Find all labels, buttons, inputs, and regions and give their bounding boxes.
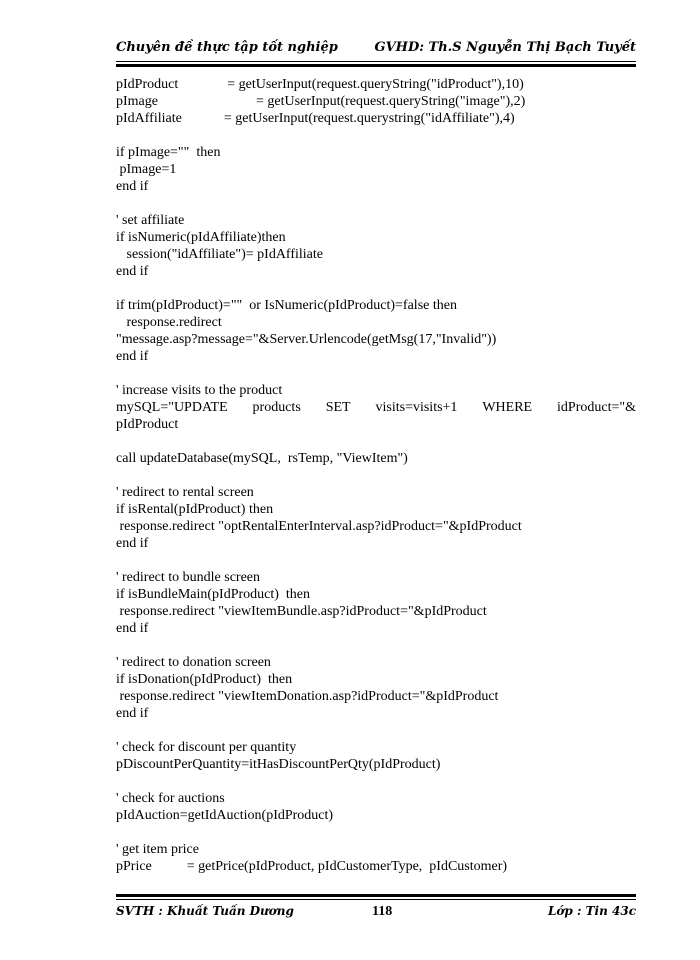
header-advisor: GVHD: Th.S Nguyễn Thị Bạch Tuyết <box>374 40 636 55</box>
code-line: "message.asp?message="&Server.Urlencode(getMsg(17,"Invalid")) <box>116 332 497 347</box>
code-line: pIdProduct <box>116 417 179 432</box>
page-footer <box>116 904 636 924</box>
code-line: if isRental(pIdProduct) then <box>116 502 274 517</box>
code-line: end if <box>116 349 149 364</box>
footer-rule-thin <box>116 899 636 900</box>
code-line: pDiscountPerQuantity=itHasDiscountPerQty(pIdProduct) <box>116 757 441 772</box>
page-number: 118 <box>372 904 393 919</box>
blank-line <box>116 722 636 739</box>
code-listing <box>116 76 636 875</box>
blank-line <box>116 195 636 212</box>
code-word: WHERE <box>482 400 533 415</box>
code-comment: ' redirect to bundle screen <box>116 570 261 585</box>
blank-line <box>116 824 636 841</box>
code-line-justified <box>116 399 636 416</box>
blank-line <box>116 365 636 382</box>
code-line: response.redirect "viewItemBundle.asp?idProduct="&pIdProduct <box>116 604 487 619</box>
code-line: if isNumeric(pIdAffiliate)then <box>116 230 286 245</box>
code-line: if isDonation(pIdProduct) then <box>116 672 293 687</box>
code-line: pIdAuction=getIdAuction(pIdProduct) <box>116 808 334 823</box>
code-line: response.redirect "viewItemDonation.asp?idProduct="&pIdProduct <box>116 689 499 704</box>
blank-line <box>116 280 636 297</box>
page-header <box>116 40 636 62</box>
blank-line <box>116 433 636 450</box>
code-line: call updateDatabase(mySQL, rsTemp, "ViewItem") <box>116 451 408 466</box>
code-comment: ' check for discount per quantity <box>116 740 297 755</box>
code-line: end if <box>116 536 149 551</box>
code-line: pPrice = getPrice(pIdProduct, pIdCustomerType, pIdCustomer) <box>116 859 508 874</box>
code-word: idProduct="& <box>557 400 636 415</box>
header-rule-thin <box>116 61 636 62</box>
code-line: if pImage="" then <box>116 145 221 160</box>
code-comment: ' check for auctions <box>116 791 225 806</box>
footer-class: Lớp : Tin 43c <box>547 904 636 918</box>
code-line: end if <box>116 264 149 279</box>
code-line: pIdAffiliate = getUserInput(request.querystring("idAffiliate"),4) <box>116 111 515 126</box>
code-comment: ' increase visits to the product <box>116 383 283 398</box>
code-word: products <box>252 400 301 415</box>
code-line: end if <box>116 621 149 636</box>
code-comment: ' redirect to donation screen <box>116 655 271 670</box>
footer-rule-thick <box>116 894 636 897</box>
code-line: response.redirect <box>116 315 222 330</box>
code-comment: ' redirect to rental screen <box>116 485 254 500</box>
header-rule-thick <box>116 64 636 67</box>
code-line: pIdProduct = getUserInput(request.queryString("idProduct"),10) <box>116 77 524 92</box>
code-word: SET <box>325 400 351 415</box>
code-line: if isBundleMain(pIdProduct) then <box>116 587 311 602</box>
code-line: end if <box>116 179 149 194</box>
blank-line <box>116 467 636 484</box>
header-topic: Chuyên đề thực tập tốt nghiệp <box>116 40 338 55</box>
blank-line <box>116 552 636 569</box>
code-line: response.redirect "optRentalEnterInterval.asp?idProduct="&pIdProduct <box>116 519 522 534</box>
code-comment: ' set affiliate <box>116 213 185 228</box>
code-line: end if <box>116 706 149 721</box>
footer-student: SVTH : Khuất Tuấn Dương <box>116 904 294 918</box>
code-line: pImage = getUserInput(request.queryString("image"),2) <box>116 94 526 109</box>
code-line: session("idAffiliate")= pIdAffiliate <box>116 247 323 262</box>
blank-line <box>116 127 636 144</box>
code-comment: ' get item price <box>116 842 199 857</box>
code-line: pImage=1 <box>116 162 177 177</box>
code-word: visits=visits+1 <box>375 400 458 415</box>
blank-line <box>116 637 636 654</box>
code-line: if trim(pIdProduct)="" or IsNumeric(pIdProduct)=false then <box>116 298 457 313</box>
code-word: mySQL="UPDATE <box>116 400 228 415</box>
blank-line <box>116 773 636 790</box>
